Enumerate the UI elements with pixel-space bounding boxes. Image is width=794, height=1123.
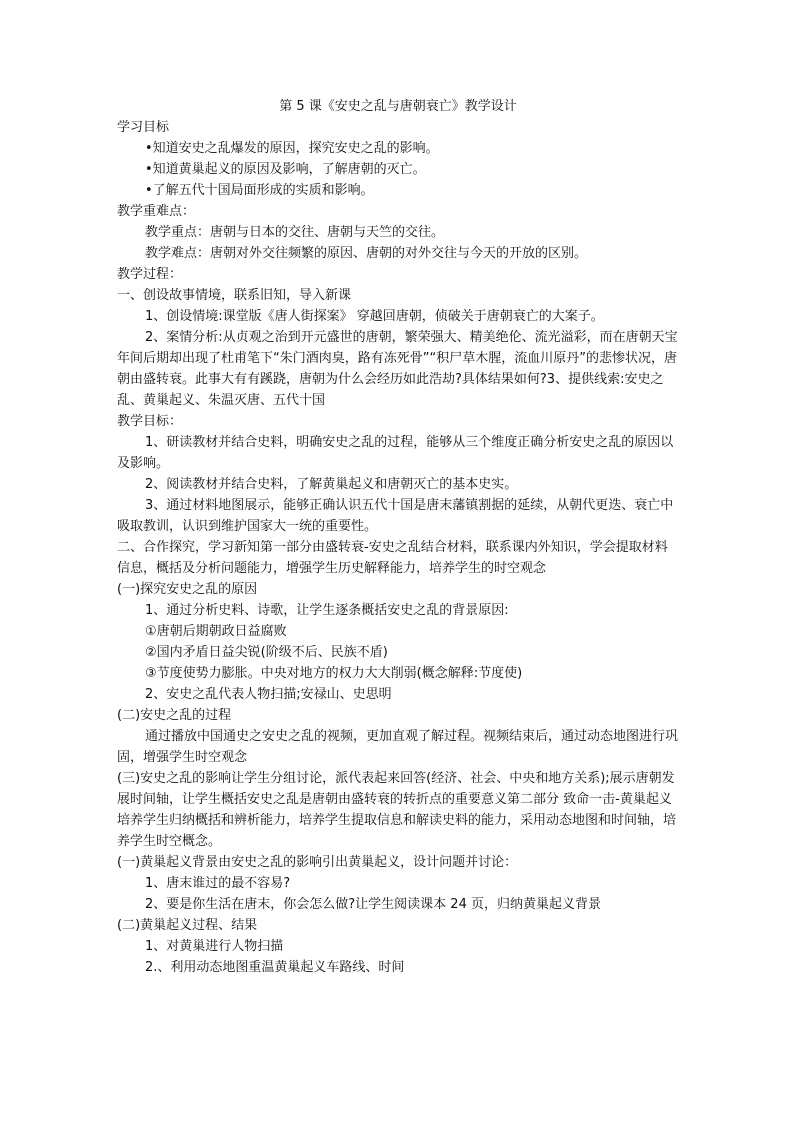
objective-item: 3、通过材料地图展示，能够正确认识五代十国是唐末藩镇割据的延续，从朝代更迭、衰亡中吸取教训，认识到维护国家大一统的重要性。 bbox=[117, 498, 674, 534]
key-points-heading: 教学重难点： bbox=[117, 204, 196, 219]
subsection-paragraph: (三)安史之乱的影响让学生分组讨论，派代表起来回答(经济、社会、中央和地方关系);展示唐朝发展时间轴，让学生概括安史之乱是唐朝由盛转衰的转折点的重要意义第二部分 致命一击-黄巢起义培养学生归纳概括和辨析能力，培养学生提取信息和解读史料的能力，采用动态地图和时间轴，培养学生时空概念。 bbox=[117, 771, 677, 849]
goal-item: •知道安史之乱爆发的原因，探究安史之乱的影响。 bbox=[145, 141, 439, 156]
page-title: 第 5 课《安史之乱与唐朝衰亡》教学设计 bbox=[279, 99, 517, 114]
objectives-heading: 教学目标： bbox=[117, 414, 183, 429]
subsection-paragraph: 通过播放中国通史之安史之乱的视频，更加直观了解过程。视频结束后，通过动态地图进行巩固，增强学生时空观念 bbox=[117, 729, 679, 765]
objective-item: 2、阅读教材并结合史料，了解黄巢起义和唐朝灭亡的基本史实。 bbox=[145, 477, 518, 492]
key-point-item: 教学重点：唐朝与日本的交往、唐朝与天竺的交往。 bbox=[145, 225, 445, 240]
subsection-heading: (二)安史之乱的过程 bbox=[117, 708, 232, 723]
goal-item: •知道黄巢起义的原因及影响，了解唐朝的灭亡。 bbox=[145, 162, 426, 177]
cause-item: ②国内矛盾日益尖锐(阶级不后、民族不盾) bbox=[145, 645, 388, 660]
subsection-item: 1、对黄巢进行人物扫描 bbox=[145, 939, 284, 954]
section1-item: 2、案情分析:从贞观之治到开元盛世的唐朝，繁荣强大、精美绝伦、流光溢彩，而在唐朝天宝年间后期却出现了杜甫笔下“朱门酒肉臭，路有冻死骨”“积尸草木腥，流血川原丹”的悲惨状况，唐朝由盛转衰。此事大有有蹊跷，唐朝为什么会经历如此浩劫?具体结果如何?3、提供线索:安史之乱、黄巢起义、朱温灭唐、五代十国 bbox=[117, 330, 678, 408]
key-point-item: 教学难点：唐朝对外交往频繁的原因、唐朝的对外交往与今天的开放的区别。 bbox=[145, 246, 588, 261]
subsection-item: 2、安史之乱代表人物扫描;安禄山、史思明 bbox=[145, 687, 392, 702]
subsection-item: 2.、利用动态地图重温黄巢起义车路线、时间 bbox=[145, 960, 405, 975]
subsection-heading: (二)黄巢起义过程、结果 bbox=[117, 918, 258, 933]
goals-heading: 学习目标 bbox=[117, 120, 170, 135]
process-heading: 教学过程： bbox=[117, 267, 183, 282]
section1-heading: 一、创设故事情境，联系旧知，导入新课 bbox=[117, 288, 352, 303]
document-body bbox=[117, 96, 679, 978]
section2-heading: 二、合作探究，学习新知第一部分由盛转衰-安史之乱结合材料，联系课内外知识，学会提取材料信息，概括及分析问题能力，增强学生历史解释能力，培养学生的时空观念 bbox=[117, 540, 668, 576]
question-item: 1、唐末谁过的最不容易? bbox=[145, 876, 291, 891]
subsection-item: 1、通过分析史料、诗歌，让学生逐条概括安史之乱的背景原因: bbox=[145, 603, 509, 618]
section1-item: 1、创设情境:课堂版《唐人街探案》 穿越回唐朝，侦破关于唐朝衰亡的大案子。 bbox=[145, 309, 604, 324]
question-item: 2、要是你生活在唐末，你会怎么做?让学生阅读课本 24 页，归纳黄巢起义背景 bbox=[145, 897, 601, 912]
objective-item: 1、研读教材并结合史料，明确安史之乱的过程，能够从三个维度正确分析安史之乱的原因以及影响。 bbox=[117, 435, 674, 471]
subsection-heading: (一)探究安史之乱的原因 bbox=[117, 582, 258, 597]
cause-item: ①唐朝后期朝政日益腐败 bbox=[145, 624, 287, 639]
goal-item: •了解五代十国局面形成的实质和影响。 bbox=[145, 183, 374, 198]
cause-item: ③节度使势力膨胀。中央对地方的权力大大削弱(概念解释:节度使) bbox=[145, 666, 523, 681]
subsection-heading: (一)黄巢起义背景由安史之乱的影响引出黄巢起义，设计问题并讨论： bbox=[117, 855, 518, 870]
